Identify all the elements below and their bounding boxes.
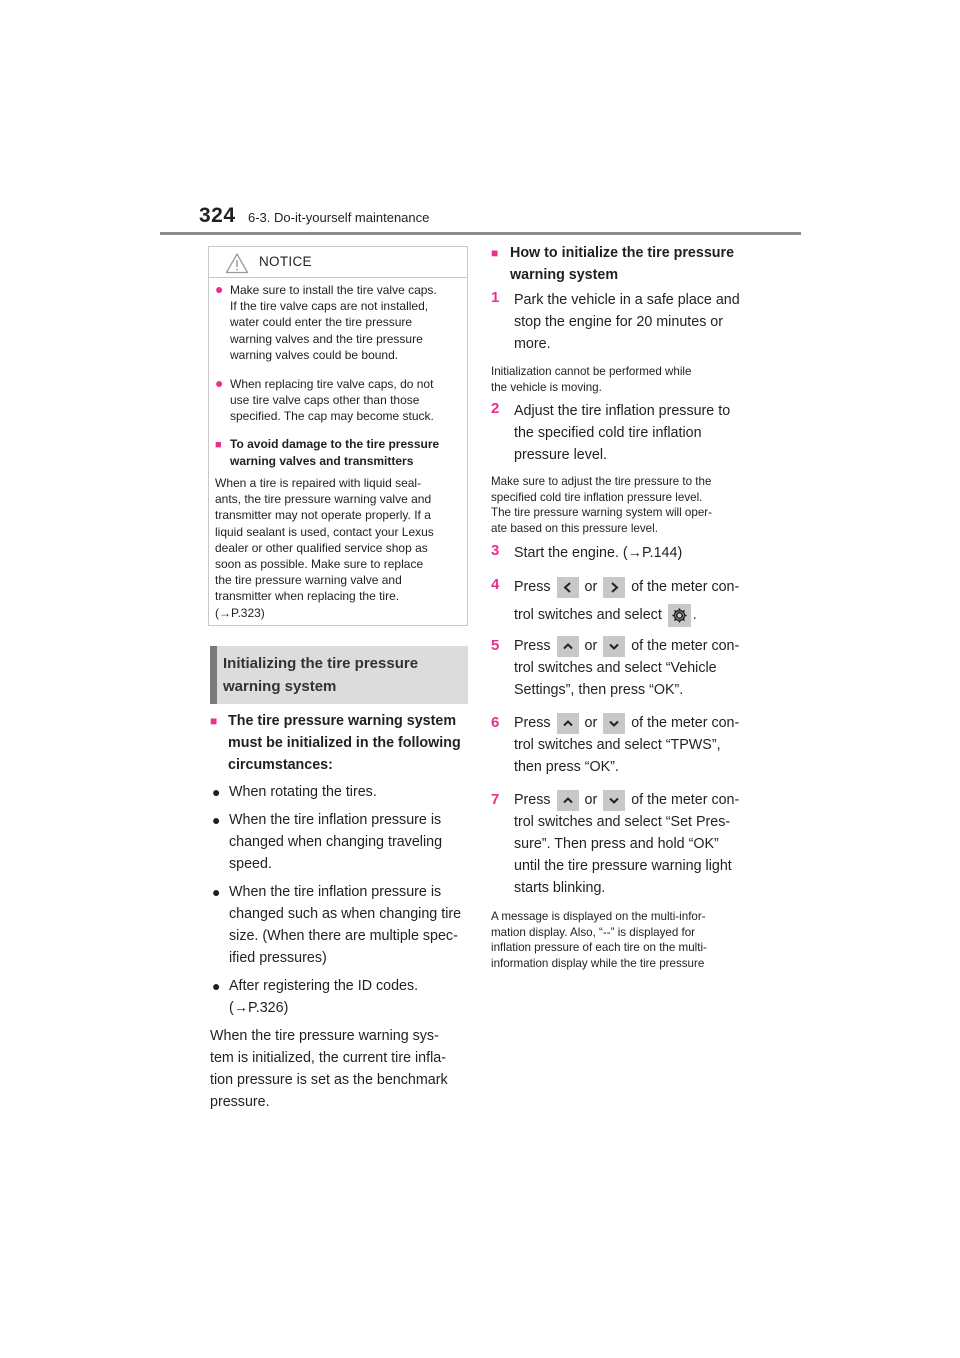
bullet-tire-size: ● When the tire inflation pressure is changed such as when changing tire size. (When there are multiple spec- ified pressures) (212, 884, 462, 966)
chevron-down-icon (603, 790, 625, 811)
chevron-right-icon (603, 577, 625, 598)
heading-line: warning system (223, 678, 337, 695)
section-heading (210, 646, 468, 704)
heading-accent (210, 646, 217, 704)
bullet-rotating: ● When rotating the tires. (212, 784, 377, 800)
step-3: 3 Start the engine. (→P.144) (491, 542, 683, 561)
step-2: 2 Adjust the tire inflation pressure to the specified cold tire inflation pressure level. (491, 400, 731, 463)
notice-box (208, 246, 468, 626)
step-number: 6 (491, 714, 500, 731)
notice-label: NOTICE (259, 254, 312, 269)
step-5: 5 Press or of the meter con- trol switches and select “Vehicle Settings”, then press “OK”. (491, 637, 740, 698)
section-title: 6-3. Do-it-yourself maintenance (248, 210, 430, 225)
warning-triangle-icon (225, 252, 249, 274)
step-number: 2 (491, 400, 500, 417)
bullet-id-codes: ● After registering the ID codes. (→P.326) (212, 978, 419, 1016)
step-1: 1 Park the vehicle in a safe place and stop the engine for 20 minutes or more. (491, 289, 740, 352)
notice-item-replacing-caps: ● When replacing tire valve caps, do not use tire valve caps other than those specified. The cap may become stuck. (215, 375, 434, 424)
step-number: 7 (491, 791, 500, 808)
step-number: 5 (491, 637, 500, 654)
step-number: 1 (491, 289, 500, 306)
closing-paragraph: When the tire pressure warning sys- tem is initialized, the current tire infla- tion pressure is set as the benchmark pressure. (210, 1028, 448, 1110)
chevron-left-icon (557, 577, 579, 598)
chevron-up-icon (557, 790, 579, 811)
page-number: 324 (199, 204, 236, 227)
step-4: 4 Press or of the meter con- trol switches and select . (491, 574, 751, 629)
how-to-heading: ■ How to initialize the tire pressure warning system (491, 245, 735, 283)
chevron-down-icon (603, 713, 625, 734)
notice-paragraph: When a tire is repaired with liquid seal- ants, the tire pressure warning valve and transmitter may not operate properly. If a liquid sealant is used, contact your Lexus dealer or other qualified service shop as soon as possible. Make sure to replace the tire pressure warning valve and transmitter when replacing the tire. (→P.323) (215, 476, 434, 620)
must-initialize-heading: ■ The tire pressure warning system must be initialized in the following circumstances: (210, 713, 461, 773)
chevron-up-icon (557, 713, 579, 734)
step-number: 3 (491, 542, 500, 559)
chevron-up-icon (557, 636, 579, 657)
gear-icon (668, 604, 691, 627)
bullet-speed: ● When the tire inflation pressure is changed when changing traveling speed. (212, 812, 443, 872)
notice-item-valve-caps: ● Make sure to install the tire valve caps. If the tire valve caps are not installed, water could enter the tire pressure warning valves and the tire pressure warning valves could be bound. (215, 281, 437, 362)
notice-header (209, 247, 467, 278)
step-1-note: Initialization cannot be performed while the vehicle is moving. (491, 365, 692, 394)
chevron-down-icon (603, 636, 625, 657)
step-7: 7 Press or of the meter con- trol switches and select “Set Pres- sure”. Then press and hold “OK” until the tire pressure warning light starts blinking. (491, 791, 740, 896)
final-note: A message is displayed on the multi-infor- mation display. Also, “--” is displayed for inflation pressure of each tire on the multi- information display while the tire pressure (491, 910, 707, 970)
step-number: 4 (491, 576, 500, 593)
step-2-note: Make sure to adjust the tire pressure to the specified cold tire inflation pressure level. The tire pressure warning system will oper- ate based on this pressure level. (491, 475, 713, 535)
step-6: 6 Press or of the meter con- trol switches and select “TPWS”, then press “OK”. (491, 714, 740, 775)
notice-subheading: ■ To avoid damage to the tire pressure warning valves and transmitters (215, 437, 440, 469)
heading-line: Initializing the tire pressure (223, 655, 419, 672)
header-rule (160, 232, 801, 235)
